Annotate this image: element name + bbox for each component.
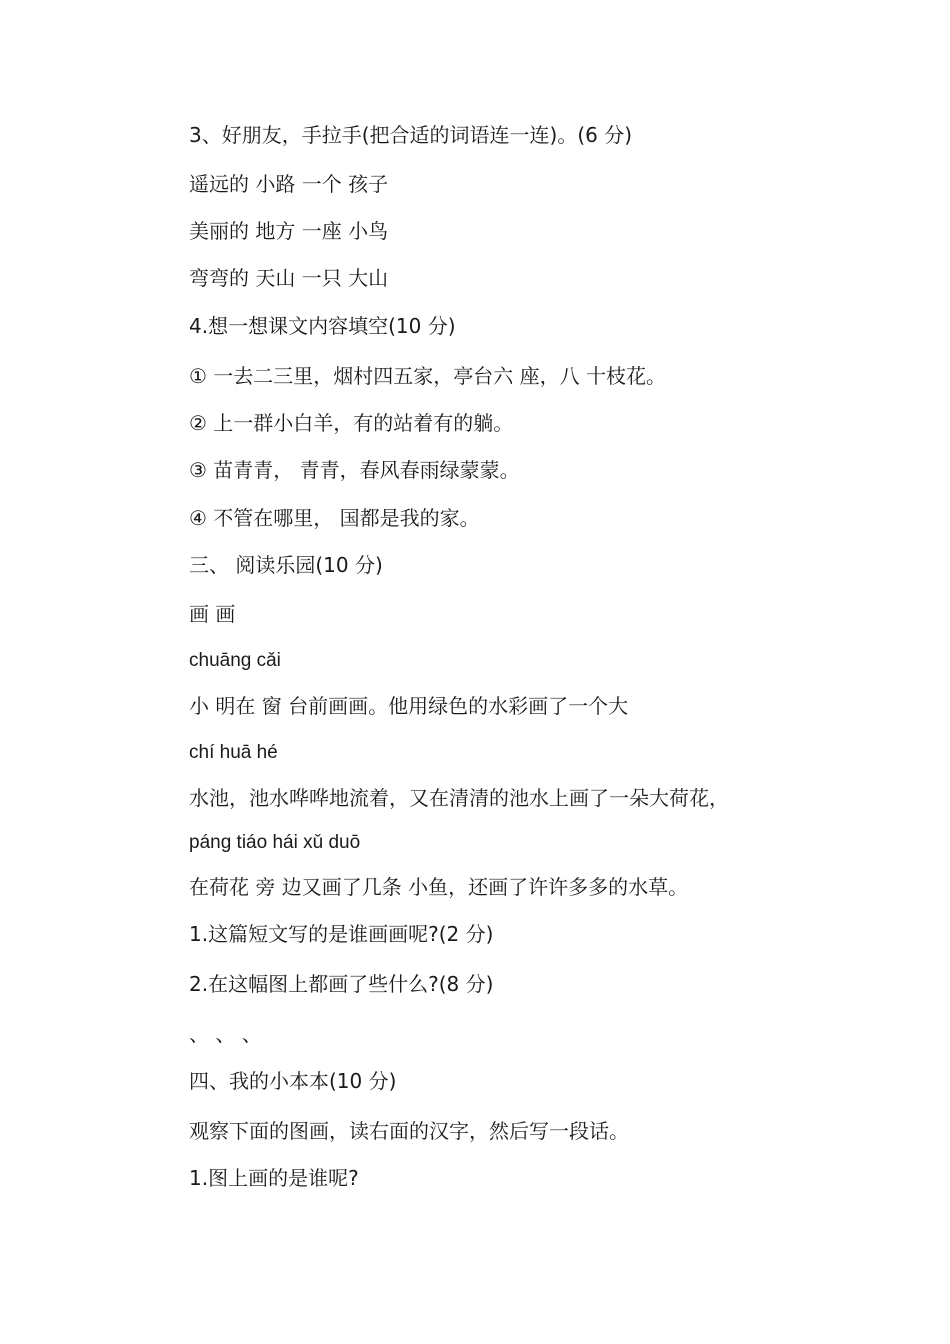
reading-question-1: 1.这篇短文写的是谁画画呢?(2 分) bbox=[189, 922, 494, 946]
section-3-title: 三、 阅读乐园(10 分) bbox=[189, 553, 383, 577]
word-match-row-3: 弯弯的 天山 一只 大山 bbox=[189, 266, 389, 290]
fill-blank-4: ④ 不管在哪里， 国都是我的家。 bbox=[189, 506, 480, 530]
word-match-row-1: 遥远的 小路 一个 孩子 bbox=[189, 172, 389, 196]
reading-text-line-3: 在荷花 旁 边又画了几条 小鱼，还画了许许多多的水草。 bbox=[189, 875, 689, 899]
pinyin-line-2: chí huā hé bbox=[189, 742, 278, 763]
reading-text-line-2: 水池，池水哗哗地流着，又在清清的池水上画了一朵大荷花， bbox=[189, 786, 729, 810]
reading-title: 画 画 bbox=[189, 602, 236, 626]
question-4-title: 4.想一想课文内容填空(10 分) bbox=[189, 314, 456, 338]
question-3-title: 3、好朋友，手拉手(把合适的词语连一连)。(6 分) bbox=[189, 123, 633, 147]
answer-separators: 、 、 、 bbox=[189, 1022, 262, 1046]
writing-question-1: 1.图上画的是谁呢? bbox=[189, 1166, 359, 1190]
word-match-row-2: 美丽的 地方 一座 小鸟 bbox=[189, 219, 389, 243]
pinyin-line-3: páng tiáo hái xǔ duō bbox=[189, 832, 361, 853]
fill-blank-2: ② 上一群小白羊，有的站着有的躺。 bbox=[189, 411, 514, 435]
writing-instruction: 观察下面的图画，读右面的汉字，然后写一段话。 bbox=[189, 1119, 629, 1143]
fill-blank-1: ① 一去二三里，烟村四五家，亭台六 座，八 十枝花。 bbox=[189, 364, 667, 388]
fill-blank-3: ③ 苗青青， 青青，春风春雨绿蒙蒙。 bbox=[189, 458, 520, 482]
pinyin-line-1: chuāng cǎi bbox=[189, 650, 281, 671]
section-4-title: 四、我的小本本(10 分) bbox=[189, 1069, 397, 1093]
reading-question-2: 2.在这幅图上都画了些什么?(8 分) bbox=[189, 972, 494, 996]
reading-text-line-1: 小 明在 窗 台前画画。他用绿色的水彩画了一个大 bbox=[189, 694, 629, 718]
